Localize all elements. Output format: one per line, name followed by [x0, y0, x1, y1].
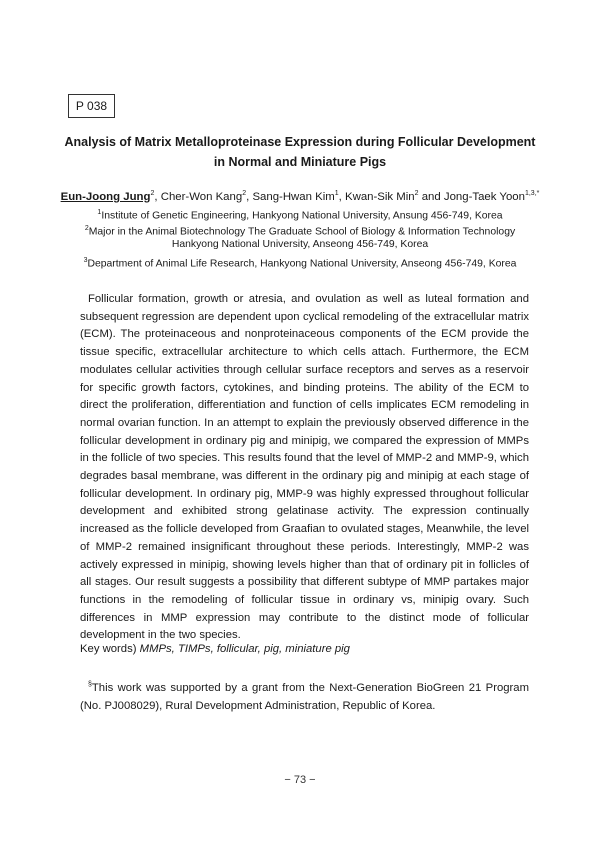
title-line-2: in Normal and Miniature Pigs [213, 155, 387, 169]
abstract-code: P 038 [68, 94, 115, 118]
author-sep: , [154, 190, 161, 203]
author-sep: , [338, 190, 345, 203]
funding-note [80, 676, 529, 715]
affiliation-text: Institute of Genetic Engineering, Hankyong National University, Ansung 456-749, Korea [101, 210, 503, 222]
author-name: Jong-Taek Yoon [443, 190, 525, 203]
author-sup: 1 [334, 190, 339, 197]
funding-sup: § [88, 681, 92, 688]
affiliation-3 [60, 253, 540, 271]
keywords [80, 641, 529, 658]
affiliation-text: Department of Animal Life Research, Hankyong National University, Anseong 456-749, Korea [87, 258, 517, 270]
page-number: − 73 − [284, 774, 316, 786]
funding-text: This work was supported by a grant from the Next-Generation BioGreen 21 Program (No. PJ008029), Rural Development Administration, Republic of Korea. [80, 681, 529, 712]
affiliation-sup: 2 [84, 225, 89, 232]
author-sup: 2 [414, 190, 419, 197]
paper-title [60, 132, 540, 172]
author-sep: , [246, 190, 253, 203]
affiliation-sup: 3 [83, 257, 88, 264]
affiliation-sup: 1 [97, 209, 102, 216]
affiliation-text: Major in the Animal Biotechnology The Graduate School of Biology & Information Technology [88, 226, 516, 238]
affiliation-2-cont: Hankyong National University, Anseong 456-749, Korea [171, 239, 429, 250]
author-sup: 2 [242, 190, 247, 197]
author-sup: 1,3,* [524, 190, 540, 197]
author-name: Cher-Won Kang [160, 190, 243, 203]
author-sup: 2 [150, 190, 155, 197]
title-line-1: Analysis of Matrix Metalloproteinase Expression during Follicular Development [64, 135, 536, 149]
author-name: Kwan-Sik Min [345, 190, 415, 203]
author-name: Sang-Hwan Kim [252, 190, 335, 203]
keywords-value: MMPs, TIMPs, follicular, pig, miniature pig [139, 643, 350, 655]
keywords-label: Key words) [80, 643, 137, 655]
author-list [60, 186, 540, 205]
author-sep: and [418, 190, 444, 203]
author-name-presenter: Eun-Joong Jung [60, 190, 151, 203]
abstract-body: Follicular formation, growth or atresia, and ovulation as well as luteal formation and subsequent regression are dependent upon cyclical remodeling of the extracellular matrix (ECM). The proteinaceous and nonproteinaceous components of the ECM provide the tissue specific, extracellular architecture to which cells attach. Furthermore, the ECM modulates cellular activities through cellular surface receptors and serves as a reservoir for specific growth factors, cytokines, and binding proteins. The ability of the ECM to direct the proliferation, differentiation and function of cells implicates ECM remodeling in normal ovarian function. In an attempt to explain the previously observed difference in the follicular development in ordinary pig and minipig, we compared the expression of MMPs in the follicle of two species. This results found that the level of MMP-2 and MMP-9, which degrades basal membrane, was different in the ordinary pig and minipig at each stage of follicular development. In ordinary pig, MMP-9 was highly expressed throughout follicular development and exhibited strong gelatinase activity. The expression continually increased as the follicle developed from Graafian to ovulated stages, Meanwhile, the level of MMP-2 remained insignificant throughout these periods. Interestingly, MMP-2 was actively expressed in minipig, showing levels higher than that of ordinary pit in follicles of all stages. Our result suggests a possibility that different subtype of MMP partakes major functions in the remodeling of follicular tissue in ordinary vs, minipig ovary. Such differences in MMP expression may contribute to the distinct mode of follicular development in the two species. [80, 293, 529, 642]
